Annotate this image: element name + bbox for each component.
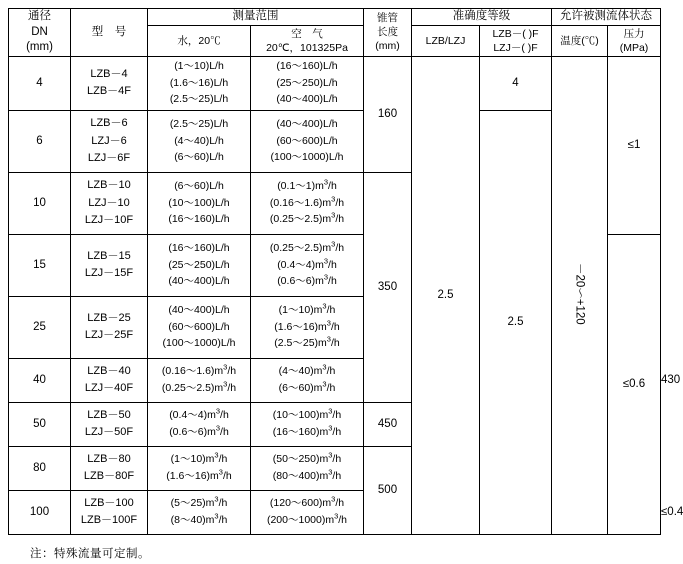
range-line: (1～10)L/h	[174, 59, 224, 72]
header-model: 型 号	[71, 9, 148, 57]
range-line: $(0.4\sim 4)m^3/h$	[277, 256, 337, 271]
model-line: LZB－4	[90, 68, 128, 80]
cell-model	[71, 446, 148, 490]
header-cone-length	[364, 9, 412, 57]
cell-model	[71, 110, 148, 172]
cell-range-air	[251, 490, 364, 534]
model-line: LZJ－10	[88, 196, 130, 209]
header-pressure-line2: (MPa)	[619, 41, 649, 54]
range-line: (16～160)L/h	[168, 241, 230, 254]
header-temperature: 温度(℃)	[552, 26, 608, 56]
cell-accuracy-f-top: 4	[480, 56, 552, 110]
range-line: (1.6～16)L/h	[169, 76, 229, 89]
cell-range-air	[251, 358, 364, 402]
range-line: $(120\sim 600)m^3/h$	[269, 494, 345, 510]
cell-cone-length: 450	[364, 402, 412, 446]
model-line: LZB－40	[87, 365, 131, 377]
range-line: $(0.25\sim 2.5)m^3/h$	[269, 210, 345, 226]
header-pressure	[608, 26, 661, 56]
range-line: $(0.1\sim 1)m^3/h$	[277, 177, 337, 192]
cell-range-water	[148, 490, 251, 534]
range-line: $(1\sim 10)m^3/h$	[170, 450, 228, 466]
header-accuracy-f-line1: LZB－( )F	[492, 27, 539, 40]
model-line: LZB－50	[87, 409, 131, 421]
cell-range-air	[251, 446, 364, 490]
header-dn-line3: (mm)	[26, 41, 53, 54]
cell-dn: 15	[9, 234, 71, 296]
cell-model	[71, 490, 148, 534]
range-line: (16～160)L/h	[276, 59, 338, 72]
range-line: $(1\sim 10)m^3/h$	[278, 301, 336, 316]
range-line: (25～250)L/h	[168, 258, 230, 271]
cell-range-water	[148, 296, 251, 358]
range-line: $(0.16\sim 1.6)m^3/h$	[269, 194, 345, 209]
cell-range-air	[251, 402, 364, 446]
range-line: $(0.6\sim 6)m^3/h$	[277, 272, 337, 288]
range-line: (2.5～25)L/h	[169, 93, 229, 106]
header-range-air-line2: 20℃，101325Pa	[266, 41, 348, 54]
cell-dn: 25	[9, 296, 71, 358]
cell-range-air	[251, 234, 364, 296]
header-dn	[9, 9, 71, 57]
cell-dn: 10	[9, 172, 71, 234]
header-measuring-range: 测量范围	[148, 9, 364, 26]
header-pressure-line1: 压力	[623, 27, 645, 40]
table-row	[9, 56, 661, 110]
cell-range-air	[251, 110, 364, 172]
range-line: $(80\sim 400)m^3/h$	[272, 467, 342, 483]
range-line: (100～1000)L/h	[270, 151, 344, 164]
cell-cone-length: 350	[364, 172, 412, 402]
range-line: (4～40)L/h	[174, 134, 224, 147]
header-row-1	[9, 9, 661, 26]
cell-pressure: ≤0.6	[608, 234, 661, 534]
cell-model	[71, 172, 148, 234]
range-line: (10～100)L/h	[168, 196, 230, 209]
model-line: LZB－80	[87, 453, 131, 465]
header-range-air-line1: 空 气	[291, 27, 323, 40]
range-line: (16～160)L/h	[168, 213, 230, 226]
model-line: LZB－10	[87, 179, 131, 192]
header-fluid-state-group: 允许被测流体状态	[552, 9, 661, 26]
model-line: LZJ－6F	[87, 151, 131, 164]
model-line: LZB－80F	[83, 470, 135, 483]
model-line: LZJ－25F	[84, 329, 134, 342]
model-line: LZB－100F	[80, 514, 138, 527]
range-line: (40～400)L/h	[168, 303, 230, 316]
cell-cone-length: 160	[364, 56, 412, 172]
range-line: (40～400)L/h	[168, 275, 230, 288]
header-accuracy-group: 准确度等级	[412, 9, 552, 26]
model-line: LZJ－6	[91, 134, 127, 147]
range-line: (60～600)L/h	[168, 320, 230, 333]
model-line: LZB－4F	[86, 85, 131, 98]
specification-table	[8, 8, 683, 535]
model-line: LZB－25	[87, 312, 131, 324]
cell-model	[71, 358, 148, 402]
range-line: $(16\sim 160)m^3/h$	[272, 423, 342, 439]
cell-dn: 80	[9, 446, 71, 490]
table-row: 100 LZB－100 LZB－100F $(5\sim 25)m^3/h$ $(8\sim 40)m^3/h$ $(120\sim 600)m^3/h$ $(200\sim 1000)m^3/h$ ≤0.4	[9, 490, 661, 534]
cell-range-water	[148, 234, 251, 296]
header-range-air	[251, 26, 364, 56]
model-line: LZJ－15F	[84, 267, 134, 280]
model-line: LZJ－10F	[84, 213, 134, 226]
cell-accuracy-f-bottom: 2.5	[480, 110, 552, 534]
range-line: (2.5～25)L/h	[169, 117, 229, 130]
cell-range-air	[251, 56, 364, 110]
cell-range-water	[148, 446, 251, 490]
table-row: 40 LZB－40 LZJ－40F $(0.16\sim 1.6)m^3/h$ $(0.25\sim 2.5)m^3/h$ $(4\sim 40)m^3/h$ $(6\sim 60)m^3/h$ 430	[9, 358, 661, 402]
header-dn-line2: DN	[31, 25, 48, 38]
header-accuracy-lzb-lzj: LZB/LZJ	[412, 26, 480, 56]
spec-table-container	[8, 8, 683, 535]
range-line: $(10\sim 100)m^3/h$	[272, 406, 342, 422]
range-line: (60～600)L/h	[276, 134, 338, 147]
cell-cone-length: 500	[364, 446, 412, 534]
range-line: $(0.25\sim 2.5)m^3/h$	[161, 379, 237, 395]
model-line: LZB－100	[84, 497, 134, 509]
range-line: $(4\sim 40)m^3/h$	[278, 362, 336, 378]
cell-range-water	[148, 402, 251, 446]
range-line: (6～60)L/h	[174, 179, 224, 192]
cell-range-air	[251, 296, 364, 358]
range-line: $(0.16\sim 1.6)m^3/h$	[161, 362, 237, 378]
header-dn-line1: 通径	[28, 10, 51, 22]
model-line: LZB－15	[87, 250, 131, 262]
header-range-water: 水，20℃	[148, 26, 251, 56]
cell-dn: 4	[9, 56, 71, 110]
cell-model	[71, 234, 148, 296]
model-line: LZJ－50F	[84, 426, 134, 439]
range-line: (40～400)L/h	[276, 117, 338, 130]
cell-dn: 40	[9, 358, 71, 402]
range-line: $(1.6\sim 16)m^3/h$	[274, 318, 340, 333]
range-line: $(0.25\sim 2.5)m^3/h$	[269, 239, 345, 254]
range-line: $(1.6\sim 16)m^3/h$	[166, 467, 232, 483]
range-line: $(8\sim 40)m^3/h$	[170, 511, 228, 527]
range-line: (6～60)L/h	[174, 151, 224, 164]
cell-pressure: ≤1	[608, 56, 661, 234]
cell-dn: 50	[9, 402, 71, 446]
range-line: $(50\sim 250)m^3/h$	[272, 450, 342, 466]
header-accuracy-f	[480, 26, 552, 56]
cell-range-water	[148, 110, 251, 172]
range-line: $(2.5\sim 25)m^3/h$	[274, 334, 340, 350]
range-line: $(6\sim 60)m^3/h$	[278, 379, 336, 395]
header-accuracy-f-line2: LZJ－( )F	[493, 41, 538, 54]
range-line: $(0.4\sim 4)m^3/h$	[169, 406, 229, 422]
cell-dn: 100	[9, 490, 71, 534]
cell-dn: 6	[9, 110, 71, 172]
table-note: 注：特殊流量可定制。	[30, 548, 150, 560]
range-line: $(5\sim 25)m^3/h$	[170, 494, 228, 510]
cell-model	[71, 402, 148, 446]
header-cone-line2: 长度	[377, 26, 398, 39]
cell-range-water	[148, 172, 251, 234]
model-line: LZB－6	[90, 117, 128, 130]
model-line: LZJ－40F	[84, 382, 134, 395]
cell-temperature	[552, 56, 608, 534]
temperature-value: －20～+120	[573, 262, 586, 325]
header-cone-line1: 锥管	[377, 12, 398, 25]
cell-model	[71, 56, 148, 110]
range-line: $(200\sim 1000)m^3/h$	[266, 511, 348, 527]
header-cone-line3: (mm)	[375, 40, 400, 53]
range-line: (100～1000)L/h	[162, 337, 236, 350]
cell-accuracy-lzb-lzj: 2.5	[412, 56, 480, 534]
cell-range-water	[148, 56, 251, 110]
cell-range-water	[148, 358, 251, 402]
range-line: (40～400)L/h	[276, 93, 338, 106]
range-line: $(0.6\sim 6)m^3/h$	[169, 423, 229, 439]
cell-range-air	[251, 172, 364, 234]
cell-model	[71, 296, 148, 358]
range-line: (25～250)L/h	[276, 76, 338, 89]
